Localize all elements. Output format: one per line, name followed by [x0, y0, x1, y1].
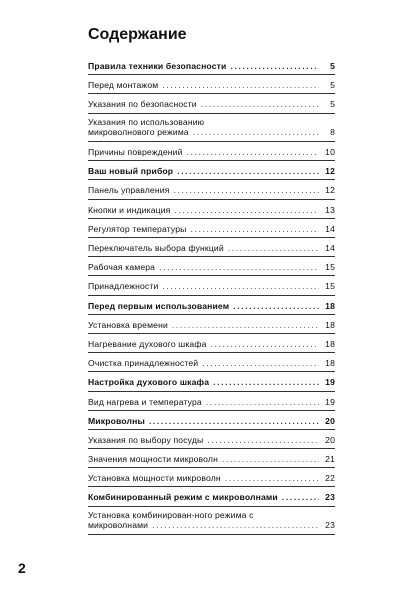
dot-leader: [282, 492, 319, 502]
dot-leader: [175, 205, 320, 215]
toc-entry: [88, 430, 335, 449]
toc-entry: [88, 487, 335, 506]
dot-leader: [202, 358, 319, 368]
toc-entry-title: Указания по выбору посуды: [88, 434, 204, 445]
toc-entry-title: Переключатель выбора функций: [88, 243, 224, 253]
table-of-contents: [88, 56, 335, 535]
toc-entry-page-number: 20: [325, 434, 335, 445]
toc-entry-page-number: 19: [325, 396, 335, 407]
toc-entry-title: Принадлежности: [88, 281, 159, 292]
toc-entry: [88, 411, 335, 430]
toc-entry: [88, 219, 335, 238]
toc-entry-page-number: 12: [325, 185, 335, 196]
toc-entry-page-number: 23: [325, 519, 335, 530]
dot-leader: [191, 224, 320, 234]
toc-entry: [88, 114, 335, 143]
toc-entry-title: Перед монтажом: [88, 80, 159, 91]
dot-leader: [207, 435, 319, 445]
dot-leader: [177, 166, 319, 176]
toc-entry: [88, 257, 335, 276]
page-title: Содержание: [88, 26, 187, 43]
toc-entry-title: Установка мощности микроволн: [88, 473, 221, 484]
toc-entry: [88, 142, 335, 161]
toc-entry-page-number: 18: [325, 338, 335, 349]
toc-entry-title: Причины повреждений: [88, 147, 183, 158]
toc-entry: [88, 372, 335, 391]
toc-entry-title: Настройка духового шкафа: [88, 377, 210, 388]
toc-entry-page-number: 8: [330, 126, 335, 137]
toc-entry-title: Установка времени: [88, 319, 168, 330]
toc-entry-title: Перед первым использованием: [88, 300, 230, 311]
toc-entry-page-number: 15: [325, 262, 335, 273]
toc-entry: [88, 94, 335, 113]
toc-entry: [88, 161, 335, 180]
toc-entry-page-number: 21: [325, 454, 335, 465]
toc-entry-page-number: 18: [325, 319, 335, 330]
toc-entry: [88, 392, 335, 411]
toc-entry-page-number: 18: [325, 358, 335, 369]
dot-leader: [228, 243, 319, 253]
toc-entry-page-number: 23: [325, 492, 335, 503]
dot-leader: [206, 397, 319, 407]
toc-entry-page-number: 5: [330, 80, 335, 91]
toc-entry-title: микроволнами: [88, 519, 149, 530]
dot-leader: [225, 473, 319, 483]
toc-entry-page-number: 15: [325, 281, 335, 292]
toc-entry-page-number: 14: [325, 243, 335, 253]
toc-entry-title: Регулятор температуры: [88, 223, 187, 234]
dot-leader: [162, 281, 319, 291]
toc-entry-page-number: 14: [325, 223, 335, 234]
dot-leader: [162, 80, 319, 90]
toc-entry-title: Кнопки и индикация: [88, 204, 171, 215]
toc-entry: [88, 449, 335, 468]
toc-entry-title: Комбинированный режим с микроволнами: [88, 492, 278, 503]
toc-entry: [88, 334, 335, 353]
toc-entry: [88, 315, 335, 334]
toc-entry-title: Значения мощности микроволн: [88, 454, 218, 465]
dot-leader: [149, 416, 319, 426]
toc-entry-title: Рабочая камера: [88, 262, 156, 273]
toc-entry-page-number: 22: [325, 473, 335, 484]
dot-leader: [233, 301, 319, 311]
toc-entry-title-line: Указания по использованию: [88, 116, 205, 127]
toc-entry: [88, 56, 335, 75]
toc-entry-page-number: 10: [325, 147, 335, 158]
toc-entry-title: Панель управления: [88, 185, 170, 196]
dot-leader: [152, 520, 319, 530]
toc-entry-page-number: 19: [325, 377, 335, 388]
toc-entry: [88, 276, 335, 295]
dot-leader: [172, 320, 319, 330]
dot-leader: [213, 377, 319, 387]
toc-entry-page-number: 20: [325, 415, 335, 426]
toc-entry: [88, 507, 335, 536]
toc-entry-page-number: 12: [325, 166, 335, 177]
dot-leader: [222, 454, 319, 464]
dot-leader: [174, 185, 320, 195]
toc-entry-title: Нагревание духового шкафа: [88, 338, 207, 349]
toc-entry: [88, 353, 335, 372]
toc-entry-title: Правила техники безопасности: [88, 61, 227, 71]
page-number: 2: [18, 560, 26, 576]
toc-entry: [88, 75, 335, 94]
toc-entry-page-number: 18: [325, 300, 335, 311]
toc-entry-page-number: 5: [330, 99, 335, 110]
toc-entry-title-line: Установка комбинирован-ного режима с: [88, 509, 254, 520]
toc-entry-title: микроволнового режима: [88, 126, 189, 137]
toc-entry-page-number: 5: [330, 61, 335, 71]
dot-leader: [193, 127, 319, 137]
toc-entry: [88, 200, 335, 219]
toc-entry: [88, 296, 335, 315]
dot-leader: [187, 147, 319, 157]
toc-entry: [88, 180, 335, 199]
toc-entry: [88, 468, 335, 487]
toc-entry-title: Вид нагрева и температура: [88, 396, 202, 407]
toc-entry-page-number: 13: [325, 204, 335, 215]
toc-entry-title: Очистка принадлежностей: [88, 358, 199, 369]
toc-entry-title: Указания по безопасности: [88, 99, 197, 110]
toc-entry-title: Ваш новый прибор: [88, 166, 174, 177]
dot-leader: [230, 61, 319, 71]
toc-entry: [88, 238, 335, 257]
dot-leader: [211, 339, 319, 349]
dot-leader: [201, 99, 319, 109]
dot-leader: [159, 262, 319, 272]
toc-entry-title: Микроволны: [88, 415, 145, 426]
